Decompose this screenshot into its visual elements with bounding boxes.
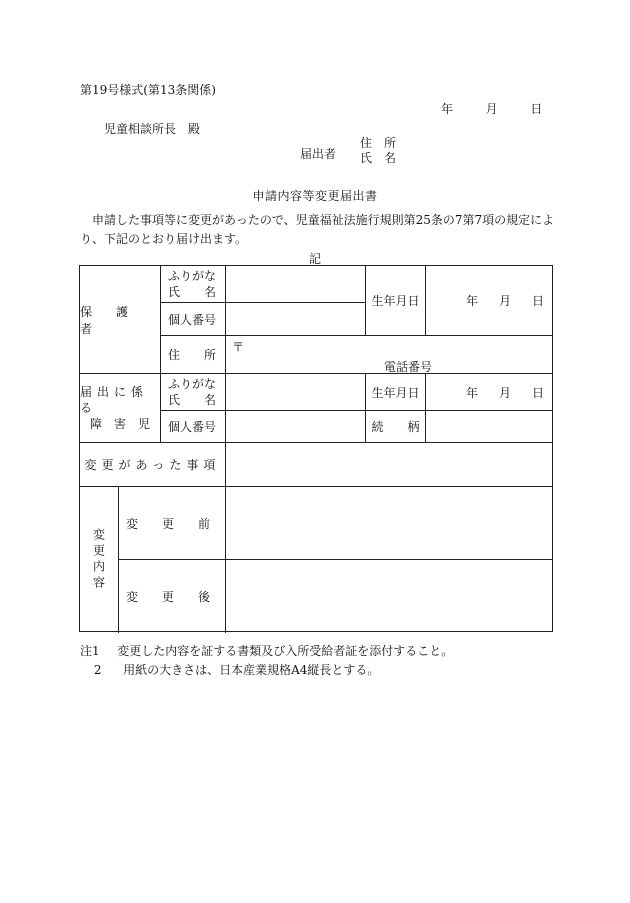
changed-items-input[interactable] (226, 443, 552, 486)
child-personal-number-label: 個人番号 (168, 420, 217, 434)
change-content-label (80, 487, 118, 633)
child-birthdate-label: 生年月日 (371, 385, 420, 400)
date-day-label: 日 (530, 102, 543, 116)
child-name-label: 氏 名 (168, 393, 217, 407)
body-text: 申請した事項等に変更があったので、児童福祉法施行規則第25条の7第7項の規定により、下記のとおり届け出ます。 (80, 213, 555, 246)
guardian-birth-year-label: 年 (466, 294, 479, 308)
child-furigana-label: ふりがな (168, 377, 217, 391)
date-month-label: 月 (485, 102, 498, 116)
note-1 (80, 642, 453, 661)
filer-address-label: 住 所 (360, 136, 397, 150)
date-year-label: 年 (441, 102, 454, 116)
after-input[interactable] (226, 560, 552, 633)
child-birth-day-label: 日 (531, 385, 544, 400)
child-name-header (168, 374, 225, 410)
before-label: 変 更 前 (126, 516, 211, 531)
form-number: 第19号様式(第13条関係) (80, 83, 216, 97)
guardian-name-label: 氏 名 (168, 285, 217, 299)
child-name-input[interactable] (226, 374, 365, 410)
child-label (80, 374, 160, 442)
guardian-birth-day-label: 日 (531, 294, 544, 308)
note-2-label: 2 (93, 663, 102, 677)
relationship-label: 続 柄 (371, 420, 420, 434)
changed-items-label: 変更があった事項 (84, 458, 221, 472)
note-2 (80, 661, 453, 680)
child-personal-number-input[interactable] (226, 411, 365, 442)
guardian-label: 保 護 者 (80, 304, 153, 336)
child-label-line1: 届出に係る (80, 385, 149, 415)
child-label-line2: 障 害 児 (89, 417, 150, 431)
guardian-address-label: 住 所 (168, 348, 217, 362)
guardian-address-input[interactable] (226, 336, 552, 373)
guardian-personal-number-input[interactable] (226, 303, 365, 335)
guardian-birth-month-label: 月 (498, 294, 511, 308)
change-content-text: 変更内容 (91, 528, 106, 592)
guardian-birthdate-input[interactable] (426, 266, 552, 335)
guardian-furigana-label: ふりがな (168, 269, 217, 283)
child-birth-month-label: 月 (498, 385, 511, 400)
note-2-text: 用紙の大きさは、日本産業規格A4縦長とする。 (123, 663, 380, 677)
addressee: 児童相談所長 殿 (104, 122, 201, 136)
guardian-birthdate-label: 生年月日 (371, 294, 420, 308)
filer-name-label: 氏 名 (360, 151, 397, 165)
guardian-personal-number-label: 個人番号 (168, 312, 217, 327)
relationship-input[interactable] (426, 411, 552, 442)
filer-fields (360, 136, 396, 166)
child-birthdate-input[interactable] (426, 374, 552, 410)
before-input[interactable] (226, 487, 552, 559)
date-line (441, 100, 542, 117)
guardian-phone-label: 電話番号 (384, 360, 433, 374)
child-birth-year-label: 年 (466, 385, 479, 400)
filer-label: 届出者 (300, 147, 337, 161)
notes (80, 642, 453, 680)
form-table (79, 265, 553, 632)
document-title: 申請内容等変更届出書 (252, 189, 378, 203)
note-1-label: 注1 (80, 644, 100, 658)
after-label: 変 更 後 (126, 590, 211, 604)
guardian-name-input[interactable] (226, 266, 365, 302)
note-1-text: 変更した内容を証する書類及び入所受給者証を添付すること。 (117, 644, 454, 658)
ki-label: 記 (308, 252, 321, 266)
postal-mark: 〒 (232, 340, 245, 354)
guardian-name-header (168, 266, 225, 302)
